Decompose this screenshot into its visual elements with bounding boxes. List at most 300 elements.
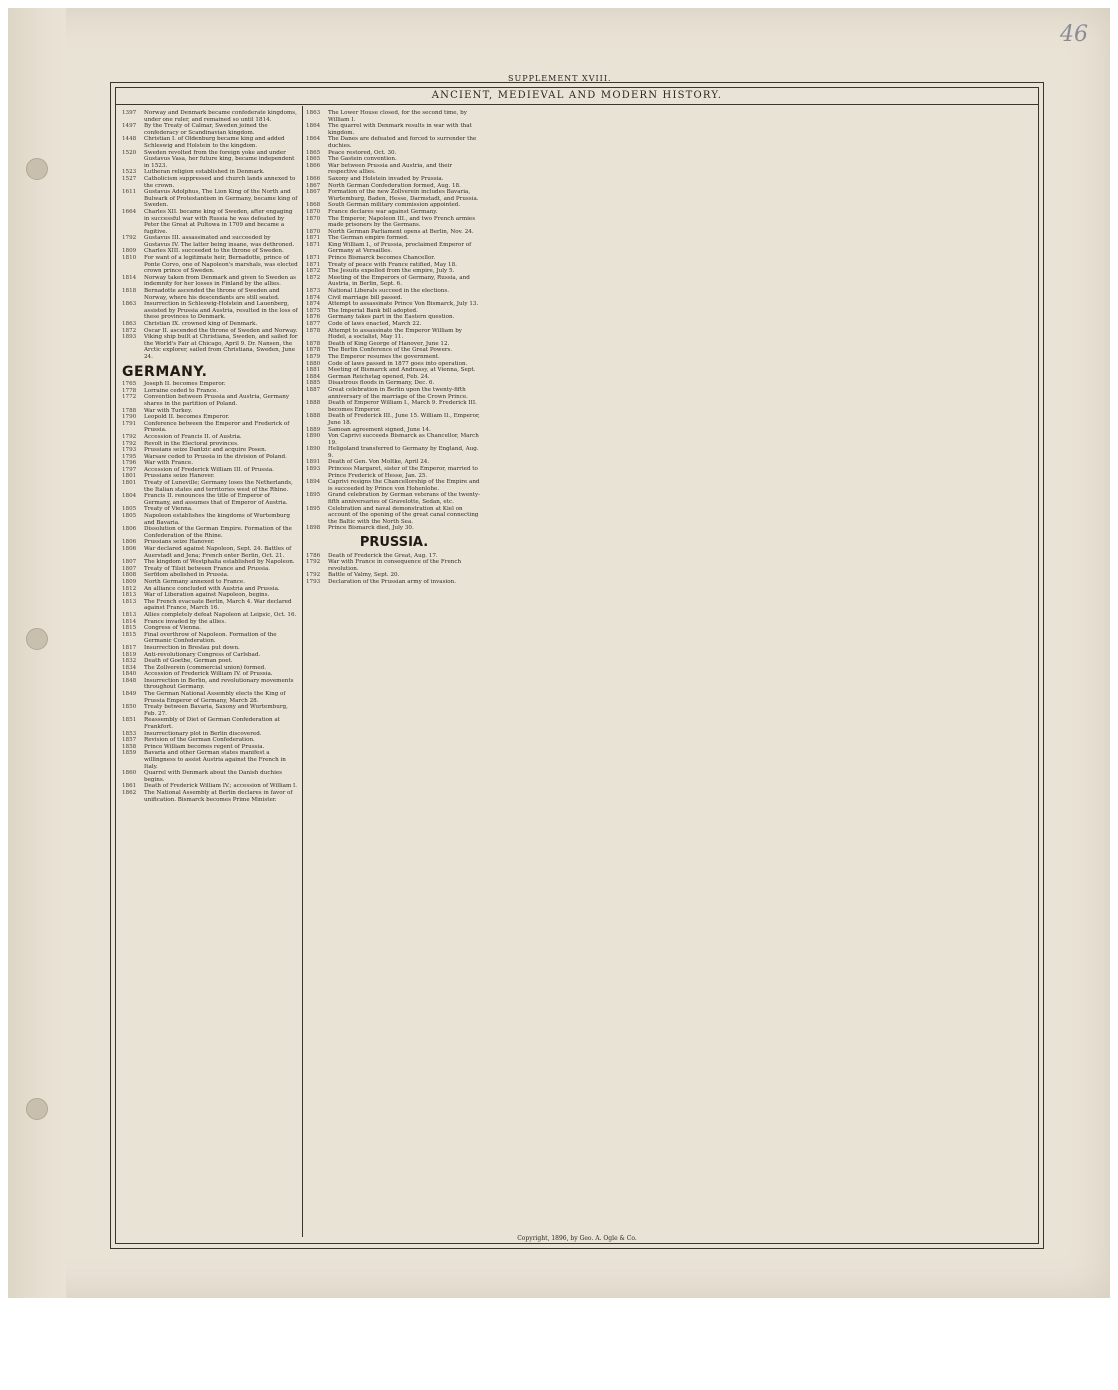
entry-text: Insurrection in Berlin, and revolutionary movements throughout Germany. [144, 677, 294, 691]
history-entry [122, 441, 298, 448]
entry-text: Death of King George of Hanover, June 12. [328, 340, 450, 347]
history-entry [122, 209, 298, 235]
binding-hole [26, 158, 48, 180]
history-entry [122, 460, 298, 467]
entry-text: Revolt in the Electoral provinces. [144, 440, 239, 447]
entry-year: 1894 [306, 479, 321, 486]
history-entry [306, 156, 482, 163]
entry-text: Treaty of Tilsit between France and Prussia. [144, 565, 271, 572]
history-entry [306, 374, 482, 381]
entry-year: 1792 [306, 572, 321, 579]
entry-text: The German empire formed. [328, 235, 409, 242]
entry-year: 1819 [122, 651, 137, 658]
entry-text: The Emperor, Napoleon III., and two French armies made prisoners by the Germans. [328, 215, 476, 229]
entry-text: Accession of Frederick William III. of Prussia. [144, 466, 274, 473]
entry-year: 1806 [122, 546, 137, 552]
history-entry [122, 790, 298, 803]
entry-year: 1793 [122, 447, 137, 454]
entry-text: The German National Assembly elects the King of Prussia Emperor of Germany, March 28. [144, 691, 286, 704]
history-entry [122, 235, 298, 248]
entry-text: The Zollverein (commercial union) formed. [144, 664, 266, 671]
history-entry [122, 275, 298, 288]
entry-year: 1863 [122, 301, 137, 308]
history-entry [122, 737, 298, 744]
entry-year: 1877 [306, 321, 321, 327]
entry-year: 1850 [122, 704, 137, 711]
history-entry [122, 744, 298, 751]
history-entry [306, 354, 482, 361]
entry-year: 1885 [306, 380, 321, 387]
entry-year: 1849 [122, 691, 137, 698]
history-entry [306, 308, 482, 315]
entry-year: 1793 [306, 578, 321, 585]
history-entry [306, 459, 482, 466]
entry-year: 1790 [122, 414, 137, 421]
history-entry [122, 579, 298, 586]
history-entry [122, 546, 298, 559]
content-frame [110, 82, 1044, 1249]
history-entry [306, 301, 482, 308]
entry-text: Great celebration in Berlin upon the twenty-fifth anniversary of the marriage of the Crown Prince. [328, 386, 468, 400]
entry-text: The Imperial Bank bill adopted. [328, 307, 418, 314]
entry-text: War between Prussia and Austria, and their respective allies. [328, 162, 452, 176]
entry-text: Formation of the new Zollverein includes Bavaria, Wurtemburg, Baden, Hesse, Darmstadt, and Prussia. [328, 189, 479, 202]
entry-year: 1876 [306, 314, 321, 321]
entry-year: 1806 [122, 539, 137, 546]
entry-year: 1806 [122, 526, 137, 533]
entry-year: 1786 [306, 552, 321, 559]
entry-year: 1858 [122, 743, 137, 750]
entry-year: 1879 [306, 353, 321, 360]
entry-year: 1881 [306, 367, 321, 374]
entry-text: Norway and Denmark became confederate kingdoms, under one ruler, and remained so until 1814. [144, 110, 297, 123]
entry-year: 1888 [306, 400, 321, 407]
entry-text: Bavaria and other German states manifest a willingness to assist Austria against the French in Italy. [144, 750, 286, 770]
history-entry [122, 612, 298, 619]
history-entry [122, 467, 298, 474]
entry-text: Death of Frederick III., June 15. William II., Emperor, June 18. [328, 413, 480, 426]
entry-text: Prussians seize Hanover. [144, 539, 215, 546]
entry-text: Insurrection in Breslau put down. [144, 644, 240, 651]
history-entry [122, 321, 298, 328]
history-entry [306, 136, 482, 149]
copyright-notice: Copyright, 1896, by Geo. A. Ogle & Co. [517, 1235, 637, 1242]
entry-year: 1861 [122, 783, 137, 790]
history-entry [122, 645, 298, 652]
entry-text: The Berlin Conference of the Great Powers. [328, 347, 453, 354]
entry-text: Disastrous floods in Germany, Dec. 6. [328, 380, 435, 387]
entry-year: 1888 [306, 413, 321, 420]
history-column [122, 110, 298, 1229]
entry-year: 1809 [122, 578, 137, 585]
below-page-area [0, 1298, 1118, 1390]
entry-text: Death of Gen. Von Moltke, April 24. [328, 459, 430, 466]
entry-text: France invaded by the allies. [144, 618, 226, 625]
entry-year: 1872 [306, 274, 321, 281]
entry-year: 1611 [122, 189, 137, 196]
entry-text: The National Assembly at Berlin declares in favor of unification. Bismarck becomes Prime Minister. [144, 789, 293, 803]
entry-year: 1832 [122, 658, 137, 665]
supplement-label: SUPPLEMENT XVIII. [508, 74, 612, 83]
entry-text: The Danes are defeated and forced to surrender the duchies. [328, 136, 477, 149]
history-entry [122, 572, 298, 579]
entry-text: Treaty of peace with France ratified, May 18. [328, 261, 457, 268]
entry-year: 1397 [122, 110, 137, 116]
history-entry [122, 176, 298, 189]
history-entry [122, 539, 298, 546]
history-entry [122, 414, 298, 421]
history-entry [122, 599, 298, 612]
entry-text: Lutheran religion established in Denmark. [144, 169, 265, 176]
history-entry [122, 334, 298, 360]
entry-text: Prussians seize Hanover. [144, 473, 215, 480]
history-entry [306, 262, 482, 269]
entry-text: German Reichstag opened, Feb. 24. [328, 373, 430, 380]
entry-text: Joseph II. becomes Emperor. [144, 381, 226, 388]
entry-year: 1527 [122, 175, 137, 182]
entry-year: 1664 [122, 208, 137, 215]
history-entry [122, 255, 298, 275]
entry-text: War declared against Napoleon, Sept. 24. Battles of Auerstadt and Jena; French enter Berlin, Oct. 21. [144, 546, 292, 559]
history-entry [122, 301, 298, 321]
history-entry [122, 110, 298, 123]
entry-year: 1865 [306, 149, 321, 156]
entry-text: Death of Frederick William IV.; accession of William I. [144, 783, 298, 790]
entry-text: For want of a legitimate heir, Bernadotte, prince of Ponte Corvo, one of Napoleon's marshals, was elected crown prince of Sweden. [144, 255, 298, 275]
entry-year: 1801 [122, 480, 137, 487]
entry-text: Samoan agreement signed, June 14. [328, 426, 431, 433]
history-entry [306, 579, 482, 586]
history-entry [122, 434, 298, 441]
entry-year: 1890 [306, 446, 321, 453]
history-entry [122, 619, 298, 626]
history-entry [306, 479, 482, 492]
history-entry [122, 750, 298, 770]
entry-text: War with Turkey. [144, 407, 193, 414]
entry-year: 1792 [306, 559, 321, 566]
entry-year: 1874 [306, 301, 321, 308]
history-entry [306, 216, 482, 229]
entry-text: Attempt to assassinate the Emperor William by Hodel, a socialist, May 11. [328, 327, 462, 341]
entry-year: 1813 [122, 598, 137, 605]
entry-text: King William I., of Prussia, proclaimed Emperor of Germany at Versailles. [328, 241, 472, 255]
history-entry [122, 526, 298, 539]
binding-hole [26, 628, 48, 650]
entry-text: Warsaw ceded to Prussia in the division of Poland. [144, 453, 287, 460]
entry-year: 1523 [122, 169, 137, 176]
history-entry [306, 209, 482, 216]
entry-text: Final overthrow of Napoleon. Formation of the Germanic Confederation. [144, 631, 277, 645]
entry-text: Sweden revolted from the foreign yoke and under Gustavus Vasa, her future king, became independent in 1523. [144, 149, 295, 169]
entry-text: Germany takes part in the Eastern question. [328, 314, 455, 321]
history-entry [122, 288, 298, 301]
entry-year: 1778 [122, 387, 137, 394]
entry-year: 1851 [122, 717, 137, 724]
entry-text: Treaty of Vienna. [144, 506, 193, 513]
entry-year: 1863 [306, 110, 321, 116]
column-divider [302, 106, 303, 1237]
entry-year: 1834 [122, 664, 137, 671]
entry-text: North German Parliament opens at Berlin, Nov. 24. [328, 228, 474, 235]
entry-text: Quarrel with Denmark about the Danish duchies begins. [144, 770, 283, 783]
history-entry [122, 513, 298, 526]
entry-year: 1871 [306, 241, 321, 248]
entry-year: 1807 [122, 559, 137, 566]
entry-year: 1788 [122, 407, 137, 414]
history-entry [122, 592, 298, 599]
entry-text: Treaty between Bavaria, Saxony and Wurtemburg, Feb. 27. [144, 704, 288, 717]
entry-year: 1840 [122, 671, 137, 678]
history-entry [306, 433, 482, 446]
history-entry [122, 586, 298, 593]
entry-year: 1891 [306, 459, 321, 466]
history-entry [306, 328, 482, 341]
history-entry [122, 381, 298, 388]
entry-year: 1813 [122, 611, 137, 618]
history-entry [122, 671, 298, 678]
entry-year: 1871 [306, 235, 321, 242]
entry-text: Heligoland transferred to Germany by England, Aug. 9. [328, 446, 479, 459]
history-entry [122, 388, 298, 395]
entry-text: Charles XII. became king of Sweden, after engaging in successful war with Russia he was defeated by Peter the Great at Pultowa in 1709 and became a fugitive. [144, 208, 293, 235]
entry-year: 1895 [306, 505, 321, 512]
entry-year: 1878 [306, 340, 321, 347]
history-entry [306, 525, 482, 532]
entry-text: Princess Margaret, sister of the Emperor, married to Prince Frederick of Hesse, Jan. 25. [328, 466, 478, 479]
entry-year: 1862 [122, 789, 137, 796]
history-entry [122, 421, 298, 434]
entry-text: The Gastein convention. [328, 156, 397, 163]
entry-year: 1895 [306, 492, 321, 499]
entry-year: 1772 [122, 394, 137, 401]
entry-year: 1867 [306, 182, 321, 189]
entry-text: Christian I. of Oldenburg became king and added Schleswig and Holstein to the kingdom. [144, 136, 285, 149]
entry-year: 1863 [122, 321, 137, 327]
history-entry [306, 347, 482, 354]
history-entry [306, 242, 482, 255]
content-frame-inner [115, 87, 1039, 1244]
entry-text: Bernadotte ascended the throne of Sweden and Norway, where his descendants are still seated. [144, 288, 280, 301]
history-entry [122, 150, 298, 170]
entry-text: Viking ship built at Christiana, Sweden, and sailed for the World's Fair at Chicago, April 9. Dr. Nansen, the Arctic explorer, sailed from Christiana, Sweden, June 24. [144, 334, 298, 360]
entry-year: 1864 [306, 136, 321, 143]
entry-text: Code of laws enacted, March 22. [328, 321, 422, 327]
entry-year: 1497 [122, 123, 137, 130]
entry-year: 1860 [122, 770, 137, 777]
entry-text: Serfdom abolished in Prussia. [144, 572, 229, 579]
entry-year: 1810 [122, 255, 137, 262]
entry-text: Lorraine ceded to France. [144, 387, 219, 394]
binding-hole [26, 1098, 48, 1120]
entry-year: 1815 [122, 625, 137, 632]
entry-text: Code of laws passed in 1877 goes into operation. [328, 360, 468, 367]
entry-year: 1795 [122, 453, 137, 460]
entry-text: Charles XIII. succeeded to the throne of Sweden. [144, 248, 284, 255]
entry-text: The Jesuits expelled from the empire, July 5. [328, 268, 455, 275]
entry-text: Death of Goethe, German poet. [144, 658, 233, 665]
history-entry [306, 275, 482, 288]
history-column [306, 110, 482, 1229]
history-entry [306, 559, 482, 572]
history-entry [306, 268, 482, 275]
entry-year: 1448 [122, 136, 137, 143]
history-entry [306, 380, 482, 387]
history-entry [122, 665, 298, 672]
entry-text: North German Confederation formed, Aug. 18. [328, 182, 461, 189]
entry-text: War of Liberation against Napoleon, begins. [144, 592, 270, 599]
history-entry [306, 413, 482, 426]
entry-text: Prince Bismarck died, July 30. [328, 525, 414, 532]
entry-year: 1874 [306, 294, 321, 301]
history-entry [306, 314, 482, 321]
entry-year: 1813 [122, 592, 137, 599]
entry-text: War with France. [144, 460, 193, 467]
entry-year: 1872 [122, 327, 137, 334]
entry-year: 1867 [306, 189, 321, 196]
history-entry [122, 136, 298, 149]
history-entry [306, 229, 482, 236]
entry-text: Attempt to assassinate Prince Von Bismarck, July 13. [328, 301, 479, 308]
history-entry [122, 717, 298, 730]
entry-year: 1890 [306, 433, 321, 440]
entry-year: 1797 [122, 466, 137, 473]
entry-text: Prince Bismarck becomes Chancellor. [328, 255, 436, 262]
history-entry [306, 123, 482, 136]
entry-year: 1866 [306, 162, 321, 169]
history-entry [306, 466, 482, 479]
entry-year: 1808 [122, 572, 137, 579]
section-heading: PRUSSIA. [359, 535, 429, 550]
entry-year: 1870 [306, 208, 321, 215]
entry-year: 1814 [122, 618, 137, 625]
title-rule [116, 104, 1038, 105]
entry-year: 1817 [122, 644, 137, 651]
history-entry [122, 493, 298, 506]
entry-year: 1878 [306, 327, 321, 334]
entry-year: 1893 [306, 466, 321, 473]
entry-year: 1791 [122, 420, 137, 427]
history-entry [122, 770, 298, 783]
history-entry [122, 731, 298, 738]
history-entry [122, 783, 298, 790]
entry-text: The Lower House closed, for the second time, by William I. [328, 110, 467, 123]
entry-year: 1809 [122, 248, 137, 255]
history-entry [306, 295, 482, 302]
entry-text: Insurrection in Schleswig-Holstein and Lauenberg, assisted by Prussia and Austria, resulted in the loss of these provinces to Denmark. [144, 301, 298, 321]
entry-year: 1853 [122, 730, 137, 737]
history-entry [306, 387, 482, 400]
entry-text: Gustavus Adolphus, The Lion King of the North and Bulwark of Protestantism in Germany, became king of Sweden. [144, 189, 298, 209]
handwritten-page-number: 46 [1060, 22, 1088, 47]
entry-text: Accession of Francis II. of Austria. [144, 433, 242, 440]
entry-year: 1871 [306, 261, 321, 268]
entry-year: 1520 [122, 149, 137, 156]
entry-text: Revision of the German Confederation. [144, 737, 255, 744]
entry-text: Death of Frederick the Great, Aug. 17. [328, 552, 438, 559]
entry-year: 1887 [306, 386, 321, 393]
entry-text: Accession of Frederick William IV. of Prussia. [144, 671, 273, 678]
entry-text: Francis II. renounces the title of Emperor of Germany, and assumes that of Emperor of Austria. [144, 493, 288, 506]
entry-year: 1814 [122, 274, 137, 281]
history-entry [306, 183, 482, 190]
history-entry [306, 427, 482, 434]
entry-year: 1866 [306, 175, 321, 182]
history-entry [122, 408, 298, 415]
entry-text: An alliance concluded with Austria and Prussia. [144, 585, 280, 592]
entry-text: Norway taken from Denmark and given to Sweden as indemnity for her losses in Finland by the allies. [144, 274, 297, 288]
entry-year: 1801 [122, 473, 137, 480]
entry-year: 1893 [122, 334, 137, 341]
entry-year: 1792 [122, 433, 137, 440]
history-entry [306, 110, 482, 123]
entry-year: 1864 [306, 123, 321, 130]
history-entry [306, 189, 482, 202]
entry-year: 1765 [122, 381, 137, 388]
history-entry [306, 176, 482, 183]
history-entry [306, 553, 482, 560]
entry-text: Peace restored, Oct. 30. [328, 149, 397, 156]
entry-text: The quarrel with Denmark results in war with that kingdom. [328, 123, 472, 136]
history-entry [122, 480, 298, 493]
history-entry [122, 169, 298, 176]
entry-year: 1805 [122, 506, 137, 513]
history-entry [122, 454, 298, 461]
history-entry [122, 506, 298, 513]
entry-text: The Emperor resumes the government. [328, 353, 440, 360]
entry-text: By the Treaty of Calmar, Sweden joined the confederacy or Scandinavian kingdom. [144, 123, 268, 136]
entry-year: 1807 [122, 565, 137, 572]
entry-text: War with France in consequence of the French revolution. [328, 559, 462, 572]
entry-text: Prince William becomes regent of Prussia. [144, 743, 265, 750]
entry-year: 1792 [122, 235, 137, 242]
history-entry [306, 321, 482, 328]
history-entry [122, 704, 298, 717]
history-entry [306, 288, 482, 295]
entry-text: Prussians seize Dantzic and acquire Posen. [144, 447, 267, 454]
entry-year: 1870 [306, 215, 321, 222]
history-entry [306, 506, 482, 526]
history-entry [306, 367, 482, 374]
history-entry [122, 658, 298, 665]
entry-text: Von Caprivi succeeds Bismarck as Chancellor, March 19. [328, 433, 479, 446]
entry-text: Civil marriage bill passed. [328, 294, 403, 301]
entry-text: Grand celebration by German veterans of the twenty-fifth anniversaries of Gravelotte, Sedan, etc. [328, 492, 481, 506]
entry-text: South German military commission appointed. [328, 202, 461, 209]
entry-text: Anti-revolutionary Congress of Carlsbad. [144, 651, 261, 658]
entry-year: 1857 [122, 737, 137, 744]
history-entry [306, 572, 482, 579]
entry-text: Leopold II. becomes Emperor. [144, 414, 230, 421]
history-entry [122, 678, 298, 691]
history-entry [306, 400, 482, 413]
entry-text: Dissolution of the German Empire. Formation of the Confederation of the Rhine. [144, 526, 292, 539]
entry-text: The French evacuate Berlin, March 4. War declared against France, March 16. [144, 598, 292, 612]
entry-text: The kingdom of Westphalia established by Napoleon. [144, 559, 295, 566]
entry-text: Convention between Prussia and Austria, Germany shares in the partition of Poland. [144, 394, 289, 407]
entry-text: Saxony and Holstein invaded by Prussia. [328, 175, 444, 182]
history-entry [306, 235, 482, 242]
entry-year: 1796 [122, 460, 137, 467]
history-entry [306, 202, 482, 209]
entry-text: France declares war against Germany. [328, 208, 438, 215]
entry-year: 1865 [306, 156, 321, 163]
history-entry [122, 625, 298, 632]
entry-text: North Germany annexed to France. [144, 578, 245, 585]
history-entry [122, 447, 298, 454]
entry-year: 1868 [306, 202, 321, 209]
history-entry [122, 248, 298, 255]
history-entry [122, 632, 298, 645]
